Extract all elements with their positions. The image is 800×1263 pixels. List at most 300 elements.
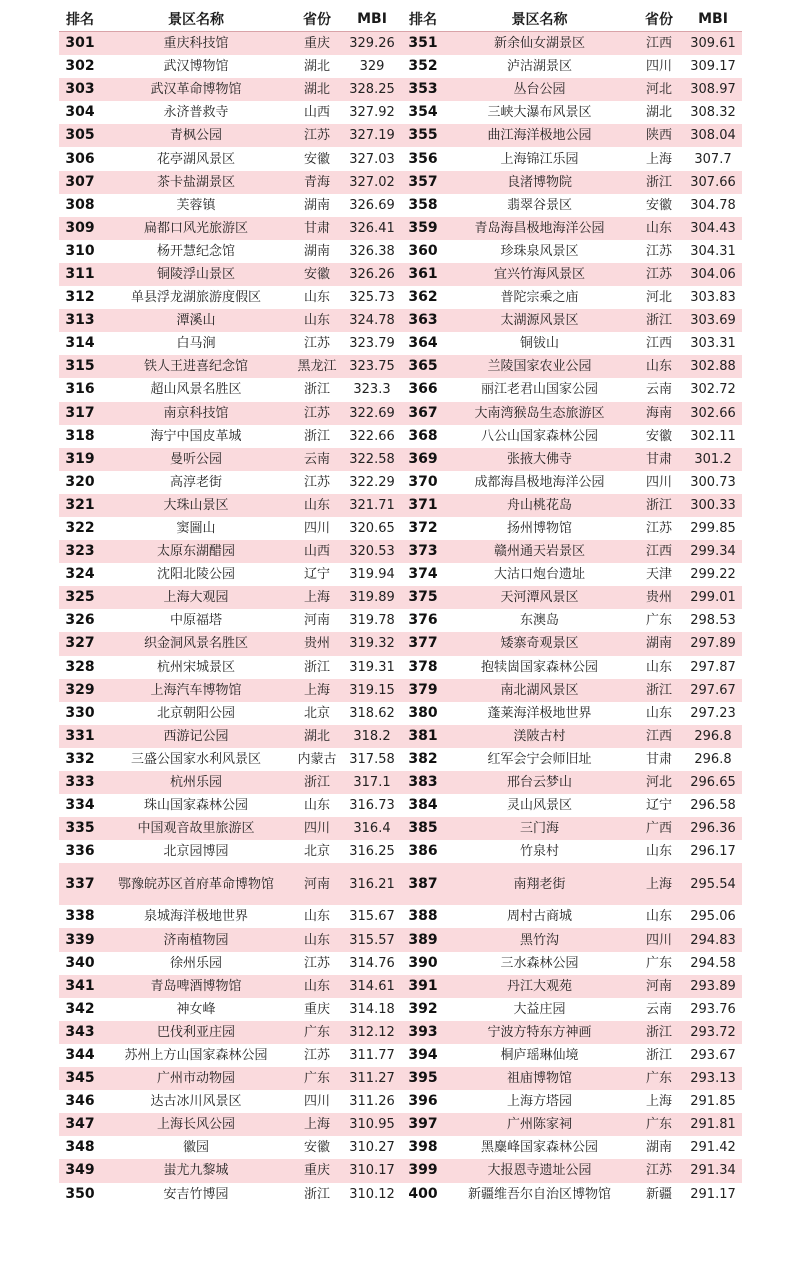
name-cell-left: 潭溪山: [101, 309, 291, 332]
mbi-cell-right: 293.76: [684, 998, 742, 1021]
mbi-cell-left: 323.75: [343, 355, 401, 378]
name-cell-right: 张掖大佛寺: [445, 448, 634, 471]
rank-cell-left: 313: [59, 309, 101, 332]
header-rank-right: 排名: [401, 6, 445, 32]
mbi-cell-left: 319.78: [343, 609, 401, 632]
rank-cell-right: 382: [401, 748, 445, 771]
mbi-cell-right: 291.34: [684, 1159, 742, 1182]
province-cell-left: 北京: [291, 702, 343, 725]
name-cell-right: 蓬莱海洋极地世界: [445, 702, 634, 725]
rank-cell-right: 384: [401, 794, 445, 817]
name-cell-right: 广州陈家祠: [445, 1113, 634, 1136]
table-row: [59, 332, 742, 355]
header-rank-left: 排名: [59, 6, 101, 32]
name-cell-left: 青岛啤酒博物馆: [101, 975, 291, 998]
mbi-cell-left: 317.1: [343, 771, 401, 794]
name-cell-left: 北京朝阳公园: [101, 702, 291, 725]
mbi-cell-left: 310.27: [343, 1136, 401, 1159]
name-cell-right: 竹泉村: [445, 840, 634, 863]
province-cell-right: 河北: [634, 286, 684, 309]
rank-cell-right: 367: [401, 402, 445, 425]
province-cell-left: 重庆: [291, 32, 343, 56]
province-cell-left: 山东: [291, 309, 343, 332]
name-cell-right: 太湖源风景区: [445, 309, 634, 332]
name-cell-left: 曼听公园: [101, 448, 291, 471]
table-row: [59, 1044, 742, 1067]
province-cell-left: 黑龙江: [291, 355, 343, 378]
mbi-cell-right: 296.58: [684, 794, 742, 817]
rank-cell-right: 357: [401, 171, 445, 194]
name-cell-left: 徐州乐园: [101, 952, 291, 975]
mbi-cell-left: 323.79: [343, 332, 401, 355]
table-row: [59, 194, 742, 217]
rank-cell-right: 378: [401, 656, 445, 679]
province-cell-right: 甘肃: [634, 748, 684, 771]
name-cell-left: 武汉博物馆: [101, 55, 291, 78]
mbi-cell-right: 293.67: [684, 1044, 742, 1067]
mbi-cell-right: 307.66: [684, 171, 742, 194]
province-cell-right: 广东: [634, 609, 684, 632]
rank-cell-right: 391: [401, 975, 445, 998]
rank-cell-right: 358: [401, 194, 445, 217]
mbi-cell-left: 312.12: [343, 1021, 401, 1044]
name-cell-left: 上海汽车博物馆: [101, 679, 291, 702]
mbi-cell-left: 319.94: [343, 563, 401, 586]
province-cell-right: 山东: [634, 355, 684, 378]
name-cell-right: 新疆维吾尔自治区博物馆: [445, 1183, 634, 1206]
table-body: [59, 32, 742, 1206]
rank-cell-left: 317: [59, 402, 101, 425]
rank-cell-right: 390: [401, 952, 445, 975]
province-cell-left: 山东: [291, 928, 343, 951]
mbi-cell-right: 309.61: [684, 32, 742, 56]
rank-cell-left: 333: [59, 771, 101, 794]
rank-cell-left: 309: [59, 217, 101, 240]
rank-cell-right: 351: [401, 32, 445, 56]
table-row: [59, 563, 742, 586]
table-row: [59, 725, 742, 748]
name-cell-right: 大益庄园: [445, 998, 634, 1021]
table-row: [59, 448, 742, 471]
header-mbi-left: MBI: [343, 6, 401, 32]
name-cell-right: 大南湾猴岛生态旅游区: [445, 402, 634, 425]
name-cell-left: 杭州乐园: [101, 771, 291, 794]
name-cell-left: 中原福塔: [101, 609, 291, 632]
rank-cell-right: 370: [401, 471, 445, 494]
rank-cell-left: 324: [59, 563, 101, 586]
province-cell-right: 上海: [634, 1090, 684, 1113]
table-row: [59, 517, 742, 540]
province-cell-left: 山东: [291, 975, 343, 998]
rank-cell-left: 334: [59, 794, 101, 817]
name-cell-left: 神女峰: [101, 998, 291, 1021]
name-cell-right: 大报恩寺遗址公园: [445, 1159, 634, 1182]
mbi-cell-right: 304.78: [684, 194, 742, 217]
name-cell-left: 鄂豫皖苏区首府革命博物馆: [101, 863, 291, 905]
mbi-cell-left: 314.61: [343, 975, 401, 998]
rank-cell-left: 311: [59, 263, 101, 286]
rank-cell-left: 348: [59, 1136, 101, 1159]
name-cell-right: 邢台云梦山: [445, 771, 634, 794]
province-cell-left: 河南: [291, 609, 343, 632]
rank-cell-right: 366: [401, 378, 445, 401]
rank-cell-right: 352: [401, 55, 445, 78]
mbi-cell-right: 308.32: [684, 101, 742, 124]
rank-cell-left: 314: [59, 332, 101, 355]
province-cell-right: 浙江: [634, 171, 684, 194]
rank-cell-left: 319: [59, 448, 101, 471]
mbi-cell-left: 317.58: [343, 748, 401, 771]
rank-cell-right: 353: [401, 78, 445, 101]
province-cell-left: 湖南: [291, 240, 343, 263]
name-cell-left: 蚩尤九黎城: [101, 1159, 291, 1182]
rank-cell-right: 387: [401, 863, 445, 905]
mbi-cell-right: 299.85: [684, 517, 742, 540]
name-cell-right: 成都海昌极地海洋公园: [445, 471, 634, 494]
mbi-cell-left: 311.26: [343, 1090, 401, 1113]
province-cell-left: 重庆: [291, 998, 343, 1021]
province-cell-left: 四川: [291, 517, 343, 540]
name-cell-left: 花亭湖风景区: [101, 147, 291, 170]
table-row: [59, 1021, 742, 1044]
rank-cell-left: 329: [59, 679, 101, 702]
table-row: [59, 309, 742, 332]
name-cell-left: 达古冰川风景区: [101, 1090, 291, 1113]
name-cell-left: 中国观音故里旅游区: [101, 817, 291, 840]
mbi-cell-left: 311.27: [343, 1067, 401, 1090]
table-row: [59, 494, 742, 517]
rank-cell-right: 362: [401, 286, 445, 309]
mbi-cell-left: 322.29: [343, 471, 401, 494]
mbi-cell-left: 327.19: [343, 124, 401, 147]
mbi-cell-right: 303.69: [684, 309, 742, 332]
mbi-cell-left: 316.73: [343, 794, 401, 817]
mbi-cell-left: 326.41: [343, 217, 401, 240]
mbi-cell-right: 299.01: [684, 586, 742, 609]
province-cell-right: 江西: [634, 32, 684, 56]
rank-cell-left: 330: [59, 702, 101, 725]
name-cell-left: 芙蓉镇: [101, 194, 291, 217]
rank-cell-left: 335: [59, 817, 101, 840]
rank-cell-left: 332: [59, 748, 101, 771]
rank-cell-right: 386: [401, 840, 445, 863]
rank-cell-left: 345: [59, 1067, 101, 1090]
table-row: [59, 632, 742, 655]
rank-cell-left: 339: [59, 928, 101, 951]
mbi-cell-left: 327.03: [343, 147, 401, 170]
name-cell-right: 红军会宁会师旧址: [445, 748, 634, 771]
name-cell-left: 铜陵浮山景区: [101, 263, 291, 286]
mbi-cell-right: 302.72: [684, 378, 742, 401]
name-cell-right: 上海锦江乐园: [445, 147, 634, 170]
name-cell-left: 巴伐利亚庄园: [101, 1021, 291, 1044]
table-row: [59, 355, 742, 378]
rank-cell-right: 372: [401, 517, 445, 540]
name-cell-right: 渼陂古村: [445, 725, 634, 748]
mbi-cell-right: 303.31: [684, 332, 742, 355]
mbi-cell-right: 296.36: [684, 817, 742, 840]
rank-cell-left: 318: [59, 425, 101, 448]
province-cell-left: 广东: [291, 1021, 343, 1044]
rank-cell-left: 346: [59, 1090, 101, 1113]
table-row: [59, 702, 742, 725]
rank-cell-left: 327: [59, 632, 101, 655]
name-cell-left: 上海长风公园: [101, 1113, 291, 1136]
mbi-cell-left: 326.69: [343, 194, 401, 217]
province-cell-right: 浙江: [634, 679, 684, 702]
mbi-cell-right: 302.11: [684, 425, 742, 448]
rank-cell-left: 321: [59, 494, 101, 517]
name-cell-left: 太原东湖醋园: [101, 540, 291, 563]
table-row: [59, 817, 742, 840]
rank-cell-right: 374: [401, 563, 445, 586]
mbi-cell-right: 291.81: [684, 1113, 742, 1136]
name-cell-left: 大珠山景区: [101, 494, 291, 517]
province-cell-right: 云南: [634, 998, 684, 1021]
rank-cell-left: 302: [59, 55, 101, 78]
rank-cell-left: 350: [59, 1183, 101, 1206]
province-cell-right: 江苏: [634, 240, 684, 263]
name-cell-right: 铜钹山: [445, 332, 634, 355]
rank-cell-right: 389: [401, 928, 445, 951]
rank-cell-right: 380: [401, 702, 445, 725]
name-cell-right: 南北湖风景区: [445, 679, 634, 702]
mbi-cell-right: 302.88: [684, 355, 742, 378]
rank-cell-right: 381: [401, 725, 445, 748]
mbi-cell-right: 299.22: [684, 563, 742, 586]
province-cell-left: 浙江: [291, 656, 343, 679]
name-cell-left: 苏州上方山国家森林公园: [101, 1044, 291, 1067]
rank-cell-right: 379: [401, 679, 445, 702]
name-cell-right: 扬州博物馆: [445, 517, 634, 540]
mbi-cell-left: 319.89: [343, 586, 401, 609]
rank-cell-right: 376: [401, 609, 445, 632]
mbi-cell-left: 329: [343, 55, 401, 78]
province-cell-right: 浙江: [634, 1021, 684, 1044]
province-cell-left: 江苏: [291, 1044, 343, 1067]
province-cell-left: 山西: [291, 101, 343, 124]
table-row: [59, 1159, 742, 1182]
province-cell-right: 山东: [634, 656, 684, 679]
mbi-cell-right: 295.06: [684, 905, 742, 928]
rank-cell-left: 338: [59, 905, 101, 928]
rank-cell-right: 373: [401, 540, 445, 563]
name-cell-left: 上海大观园: [101, 586, 291, 609]
province-cell-left: 安徽: [291, 147, 343, 170]
rank-cell-left: 343: [59, 1021, 101, 1044]
name-cell-right: 丽江老君山国家公园: [445, 378, 634, 401]
name-cell-left: 武汉革命博物馆: [101, 78, 291, 101]
rank-cell-left: 326: [59, 609, 101, 632]
name-cell-left: 杭州宋城景区: [101, 656, 291, 679]
name-cell-left: 茶卡盐湖景区: [101, 171, 291, 194]
rank-cell-right: 361: [401, 263, 445, 286]
mbi-cell-right: 302.66: [684, 402, 742, 425]
rank-cell-right: 360: [401, 240, 445, 263]
mbi-cell-right: 293.72: [684, 1021, 742, 1044]
header-province-right: 省份: [634, 6, 684, 32]
rank-cell-left: 349: [59, 1159, 101, 1182]
name-cell-right: 丹江大观苑: [445, 975, 634, 998]
province-cell-right: 浙江: [634, 494, 684, 517]
name-cell-left: 南京科技馆: [101, 402, 291, 425]
province-cell-left: 山西: [291, 540, 343, 563]
province-cell-right: 四川: [634, 471, 684, 494]
province-cell-right: 湖南: [634, 1136, 684, 1159]
province-cell-right: 贵州: [634, 586, 684, 609]
rank-cell-left: 315: [59, 355, 101, 378]
rank-cell-left: 325: [59, 586, 101, 609]
mbi-cell-right: 309.17: [684, 55, 742, 78]
rank-cell-left: 301: [59, 32, 101, 56]
province-cell-right: 上海: [634, 863, 684, 905]
name-cell-left: 铁人王进喜纪念馆: [101, 355, 291, 378]
table-row: [59, 425, 742, 448]
name-cell-right: 天河潭风景区: [445, 586, 634, 609]
mbi-cell-right: 291.42: [684, 1136, 742, 1159]
mbi-cell-right: 294.58: [684, 952, 742, 975]
mbi-cell-left: 316.25: [343, 840, 401, 863]
name-cell-left: 白马涧: [101, 332, 291, 355]
mbi-cell-left: 315.67: [343, 905, 401, 928]
name-cell-right: 新余仙女湖景区: [445, 32, 634, 56]
province-cell-right: 山东: [634, 702, 684, 725]
name-cell-left: 重庆科技馆: [101, 32, 291, 56]
province-cell-left: 北京: [291, 840, 343, 863]
rank-cell-right: 364: [401, 332, 445, 355]
mbi-cell-left: 311.77: [343, 1044, 401, 1067]
rank-cell-right: 395: [401, 1067, 445, 1090]
province-cell-left: 内蒙古: [291, 748, 343, 771]
name-cell-left: 三盛公国家水利风景区: [101, 748, 291, 771]
table-row: [59, 748, 742, 771]
table-row: [59, 952, 742, 975]
province-cell-left: 湖南: [291, 194, 343, 217]
name-cell-left: 海宁中国皮革城: [101, 425, 291, 448]
mbi-cell-left: 318.2: [343, 725, 401, 748]
name-cell-left: 织金洞风景名胜区: [101, 632, 291, 655]
mbi-cell-right: 301.2: [684, 448, 742, 471]
mbi-cell-right: 308.97: [684, 78, 742, 101]
rank-cell-left: 312: [59, 286, 101, 309]
mbi-cell-left: 316.21: [343, 863, 401, 905]
mbi-cell-right: 298.53: [684, 609, 742, 632]
rank-cell-right: 377: [401, 632, 445, 655]
province-cell-left: 山东: [291, 794, 343, 817]
table-row: [59, 679, 742, 702]
province-cell-left: 上海: [291, 679, 343, 702]
name-cell-right: 宁波方特东方神画: [445, 1021, 634, 1044]
name-cell-right: 良渚博物院: [445, 171, 634, 194]
name-cell-left: 济南植物园: [101, 928, 291, 951]
rank-cell-left: 308: [59, 194, 101, 217]
province-cell-right: 四川: [634, 55, 684, 78]
province-cell-right: 山东: [634, 217, 684, 240]
mbi-cell-left: 320.65: [343, 517, 401, 540]
province-cell-right: 上海: [634, 147, 684, 170]
rank-cell-left: 336: [59, 840, 101, 863]
province-cell-right: 安徽: [634, 194, 684, 217]
table-row: [59, 771, 742, 794]
mbi-cell-right: 307.7: [684, 147, 742, 170]
table-row: [59, 240, 742, 263]
name-cell-left: 青枫公园: [101, 124, 291, 147]
mbi-cell-right: 304.43: [684, 217, 742, 240]
mbi-cell-left: 329.26: [343, 32, 401, 56]
rank-cell-right: 355: [401, 124, 445, 147]
table-row: [59, 863, 742, 905]
rank-cell-right: 397: [401, 1113, 445, 1136]
rank-cell-left: 310: [59, 240, 101, 263]
name-cell-left: 窦圌山: [101, 517, 291, 540]
province-cell-right: 甘肃: [634, 448, 684, 471]
province-cell-left: 江苏: [291, 332, 343, 355]
rank-cell-left: 305: [59, 124, 101, 147]
province-cell-right: 广东: [634, 1067, 684, 1090]
mbi-cell-left: 319.31: [343, 656, 401, 679]
name-cell-left: 超山风景名胜区: [101, 378, 291, 401]
table-row: [59, 840, 742, 863]
header-name-left: 景区名称: [101, 6, 291, 32]
rank-cell-left: 316: [59, 378, 101, 401]
province-cell-left: 江苏: [291, 124, 343, 147]
name-cell-left: 扁都口风光旅游区: [101, 217, 291, 240]
province-cell-left: 辽宁: [291, 563, 343, 586]
name-cell-right: 祖庙博物馆: [445, 1067, 634, 1090]
name-cell-right: 宜兴竹海风景区: [445, 263, 634, 286]
mbi-cell-left: 310.12: [343, 1183, 401, 1206]
name-cell-right: 上海方塔园: [445, 1090, 634, 1113]
table-row: [59, 794, 742, 817]
rank-cell-right: 368: [401, 425, 445, 448]
name-cell-right: 翡翠谷景区: [445, 194, 634, 217]
province-cell-right: 广西: [634, 817, 684, 840]
name-cell-right: 东澳岛: [445, 609, 634, 632]
table-row: [59, 905, 742, 928]
mbi-cell-left: 326.26: [343, 263, 401, 286]
mbi-cell-left: 319.32: [343, 632, 401, 655]
rank-cell-right: 354: [401, 101, 445, 124]
name-cell-right: 桐庐瑶琳仙境: [445, 1044, 634, 1067]
province-cell-right: 河北: [634, 78, 684, 101]
mbi-cell-right: 299.34: [684, 540, 742, 563]
name-cell-left: 单县浮龙湖旅游度假区: [101, 286, 291, 309]
table-row: [59, 124, 742, 147]
province-cell-left: 广东: [291, 1067, 343, 1090]
name-cell-right: 青岛海昌极地海洋公园: [445, 217, 634, 240]
rank-cell-left: 344: [59, 1044, 101, 1067]
mbi-cell-left: 314.76: [343, 952, 401, 975]
table-row: [59, 55, 742, 78]
province-cell-left: 青海: [291, 171, 343, 194]
province-cell-left: 湖北: [291, 55, 343, 78]
table-row: [59, 171, 742, 194]
province-cell-left: 重庆: [291, 1159, 343, 1182]
province-cell-right: 四川: [634, 928, 684, 951]
header-province-left: 省份: [291, 6, 343, 32]
ranking-table-wrapper: [59, 6, 742, 1206]
name-cell-right: 三门海: [445, 817, 634, 840]
rank-cell-left: 342: [59, 998, 101, 1021]
rank-cell-right: 375: [401, 586, 445, 609]
province-cell-right: 湖南: [634, 632, 684, 655]
province-cell-right: 江西: [634, 540, 684, 563]
table-row: [59, 1183, 742, 1206]
mbi-cell-right: 296.17: [684, 840, 742, 863]
table-row: [59, 540, 742, 563]
table-row: [59, 286, 742, 309]
name-cell-left: 西游记公园: [101, 725, 291, 748]
